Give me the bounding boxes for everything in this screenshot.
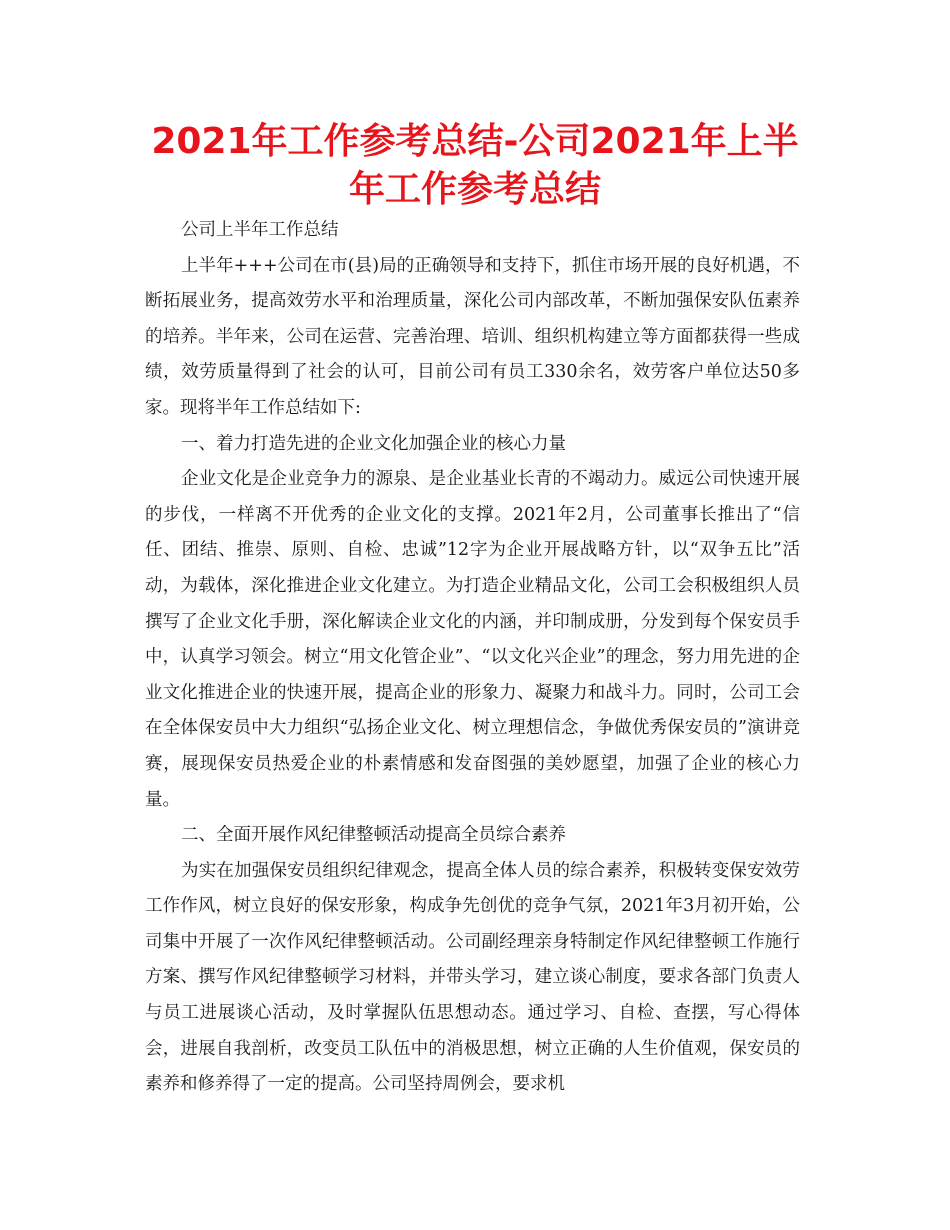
section-heading-1: 一、着力打造先进的企业文化加强企业的核心力量 xyxy=(181,433,566,454)
section-heading-2: 二、全面开展作风纪律整顿活动提高全员综合素养 xyxy=(181,825,566,846)
paragraph-subtitle: 公司上半年工作总结 xyxy=(181,220,339,240)
paragraph-intro: 上半年+++公司在市(县)局的正确领导和支持下，抓住市场开展的良好机遇，不断拓展业务，提高效劳水平和治理质量，深化公司内部改革，不断加强保安队伍素养的培养。半年来，公司在运营、完善治理、培训、组织机构建立等方面都获得一些成绩，效劳质量得到了社会的认可，目前公司有员工330余名，效劳客户单位达50多家。现将半年工作总结如下: xyxy=(145,255,800,418)
document-title: 2021年工作参考总结-公司2021年上半年工作参考总结 xyxy=(151,121,799,210)
document-body xyxy=(145,213,800,1103)
paragraph-discipline: 为实在加强保安员组织纪律观念，提高全体人员的综合素养，积极转变保安效劳工作作风，树立良好的保安形象，构成争先创优的竞争气氛，2021年3月初开始，公司集中开展了一次作风纪律整顿活动。公司副经理亲身特制定作风纪律整顿工作施行方案、撰写作风纪律整顿学习材料，并带头学习，建立谈心制度，要求各部门负责人与员工进展谈心活动，及时掌握队伍思想动态。通过学习、自检、查摆，写心得体会，进展自我剖析，改变员工队伍中的消极思想，树立正确的人生价值观，保安员的素养和修养得了一定的提高。公司坚持周例会，要求机 xyxy=(145,860,800,1095)
paragraph-culture: 企业文化是企业竞争力的源泉、是企业基业长青的不竭动力。威远公司快速开展的步伐，一样离不开优秀的企业文化的支撑。2021年2月，公司董事长推出了“信任、团结、推崇、原则、自检、忠诚”12字为企业开展战略方针，以“双争五比”活动，为载体，深化推进企业文化建立。为打造企业精品文化，公司工会积极组织人员撰写了企业文化手册，深化解读企业文化的内涵，并印制成册，分发到每个保安员手中，认真学习领会。树立“用文化管企业”、“以文化兴企业”的理念，努力用先进的企业文化推进企业的快速开展，提高企业的形象力、凝聚力和战斗力。同时，公司工会在全体保安员中大力组织“弘扬企业文化、树立理想信念，争做优秀保安员的”演讲竞赛，展现保安员热爱企业的朴素情感和发奋图强的美妙愿望，加强了企业的核心力量。 xyxy=(145,469,800,810)
